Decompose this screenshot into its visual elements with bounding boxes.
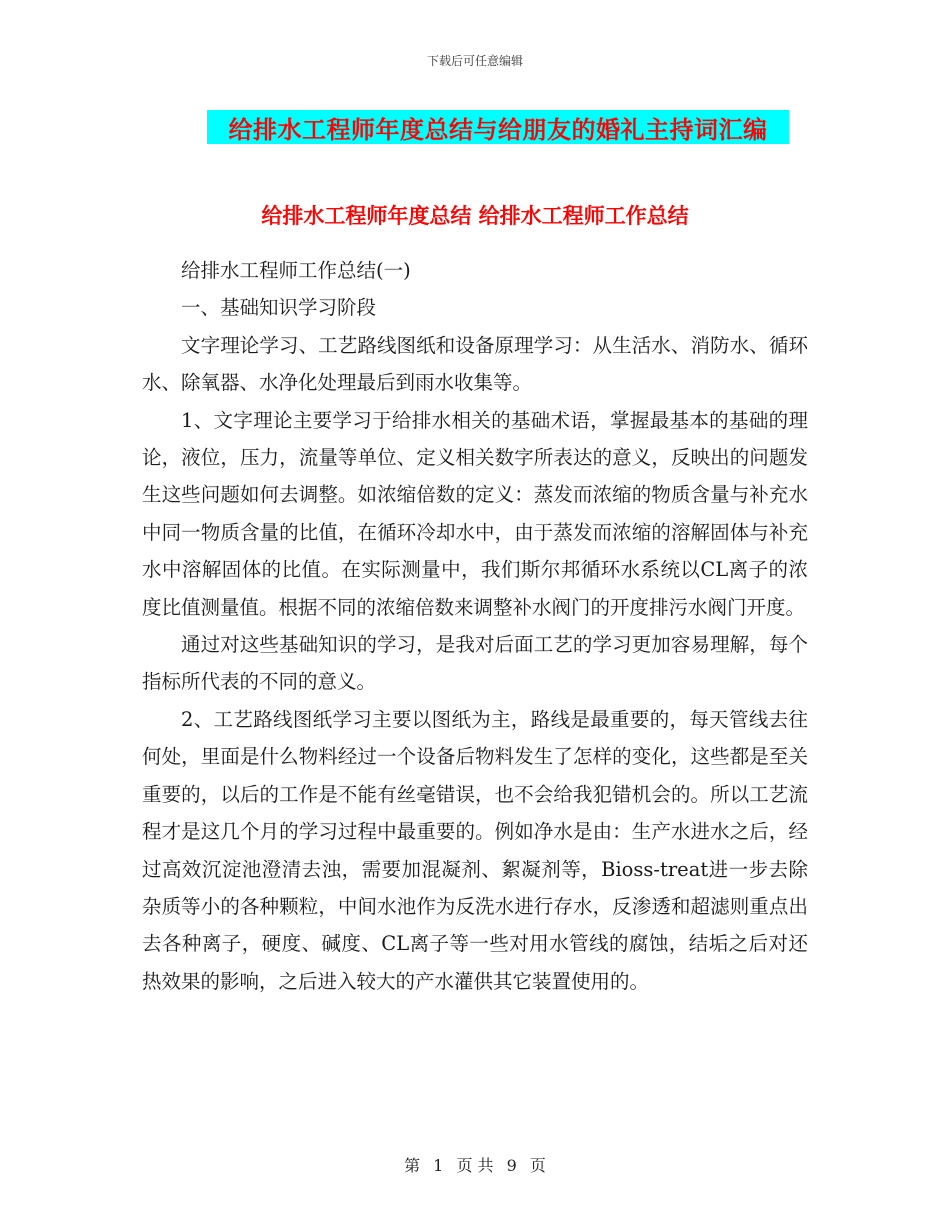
footer-middle: 页 共 (456, 1156, 494, 1175)
footer-prefix: 第 (404, 1156, 421, 1175)
header-note: 下载后可任意编辑 (426, 54, 523, 68)
paragraph-section-heading: 给排水工程师工作总结(一) (181, 259, 411, 282)
page-total: 9 (506, 1156, 517, 1175)
paragraph: 2、工艺路线图纸学习主要以图纸为主，路线是最重要的，每天管线去往何处，里面是什么物料经过一个设备后物料发生了怎样的变化，这些都是至关重要的，以后的工作是不能有丝毫错误，也不会给我犯错机会的。所以工艺流程才是这几个月的学习过程中最重要的。例如净水是由：生产水进水之后，经过高效沉淀池澄清去浊，需要加混凝剂、絮凝剂等，Bioss-treat进一步去除杂质等小的各种颗粒，中间水池作为反洗水进行存水，反渗透和超滤则重点出去各种离子，硬度、碱度、CL离子等一些对用水管线的腐蚀，结垢之后对还热效果的影响，之后进入较大的产水灌供其它装置使用的。 (142, 707, 808, 993)
main-title: 给排水工程师年度总结与给朋友的婚礼主持词汇编 (228, 115, 768, 144)
paragraph-stage-heading: 一、基础知识学习阶段 (181, 296, 377, 320)
sub-title: 给排水工程师年度总结 给排水工程师工作总结 (261, 204, 689, 228)
paragraph: 文字理论学习、工艺路线图纸和设备原理学习：从生活水、消防水、循环水、除氧器、水净化处理最后到雨水收集等。 (142, 333, 808, 395)
paragraph: 通过对这些基础知识的学习，是我对后面工艺的学习更加容易理解，每个指标所代表的不同的意义。 (142, 633, 808, 694)
paragraph: 1、文字理论主要学习于给排水相关的基础术语，掌握最基本的基础的理论，液位，压力，流量等单位、定义相关数字所表达的意义，反映出的问题发生这些问题如何去调整。如浓缩倍数的定义：蒸发而浓缩的物质含量与补充水中同一物质含量的比值，在循环冷却水中，由于蒸发而浓缩的溶解固体与补充水中溶解固体的比值。在实际测量中，我们斯尔邦循环水系统以CL离子的浓度比值测量值。根据不同的浓缩倍数来调整补水阀门的开度排污水阀门开度。 (142, 408, 808, 619)
main-title-highlight (207, 110, 789, 144)
page-footer (0, 1153, 950, 1176)
body-content (142, 252, 808, 1000)
footer-suffix: 页 (529, 1156, 546, 1175)
page-number: 1 (433, 1156, 444, 1175)
